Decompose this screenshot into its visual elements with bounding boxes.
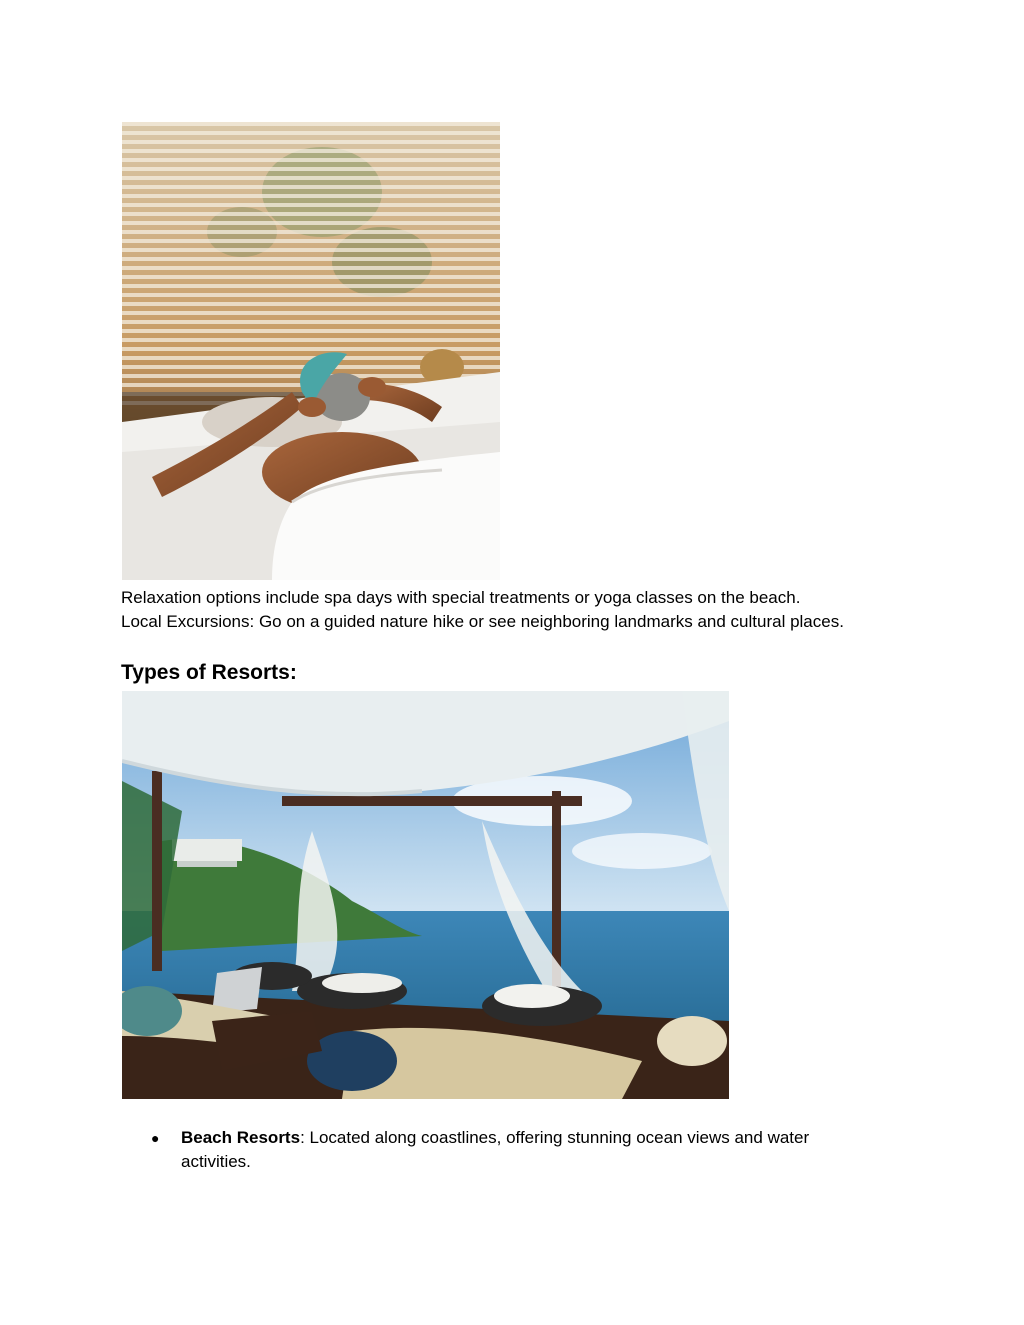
resort-photo <box>122 691 729 1099</box>
blind-slat <box>122 221 500 225</box>
blind-slat <box>122 293 500 297</box>
blind-slat <box>122 122 500 126</box>
blind-slat <box>122 149 500 153</box>
blind-slat <box>122 212 500 216</box>
relaxation-paragraph: Relaxation options include spa days with special treatments or yoga classes on the beach. <box>121 588 801 607</box>
blind-slat <box>122 302 500 306</box>
beach-resorts-term: Beach Resorts <box>181 1128 301 1147</box>
resort-types-list <box>121 1126 881 1174</box>
blind-slat <box>122 257 500 261</box>
blind-slat <box>122 167 500 171</box>
blind-slat <box>122 320 500 324</box>
blind-slat <box>122 239 500 243</box>
blind-slat <box>122 311 500 315</box>
blind-slat <box>122 230 500 234</box>
blind-slat <box>122 329 500 333</box>
blind-slat <box>122 131 500 135</box>
section-heading: Types of Resorts: <box>121 661 297 684</box>
spa-photo <box>122 122 500 580</box>
excursions-paragraph: Local Excursions: Go on a guided nature hike or see neighboring landmarks and cultural places. <box>121 612 844 631</box>
blind-slat <box>122 203 500 207</box>
beach-resorts-description: : Located along coastlines, offering stunning ocean views and water activities. <box>181 1128 810 1171</box>
blind-slat <box>122 176 500 180</box>
blind-slat <box>122 194 500 198</box>
blind-slat <box>122 275 500 279</box>
blind-slat <box>122 248 500 252</box>
blind-slat <box>122 158 500 162</box>
blind-slat <box>122 338 500 342</box>
blind-slat <box>122 185 500 189</box>
blind-slat <box>122 266 500 270</box>
list-item <box>121 1126 881 1174</box>
blind-slat <box>122 140 500 144</box>
bullet-marker: ● <box>151 1130 160 1146</box>
blind-slat <box>122 284 500 288</box>
